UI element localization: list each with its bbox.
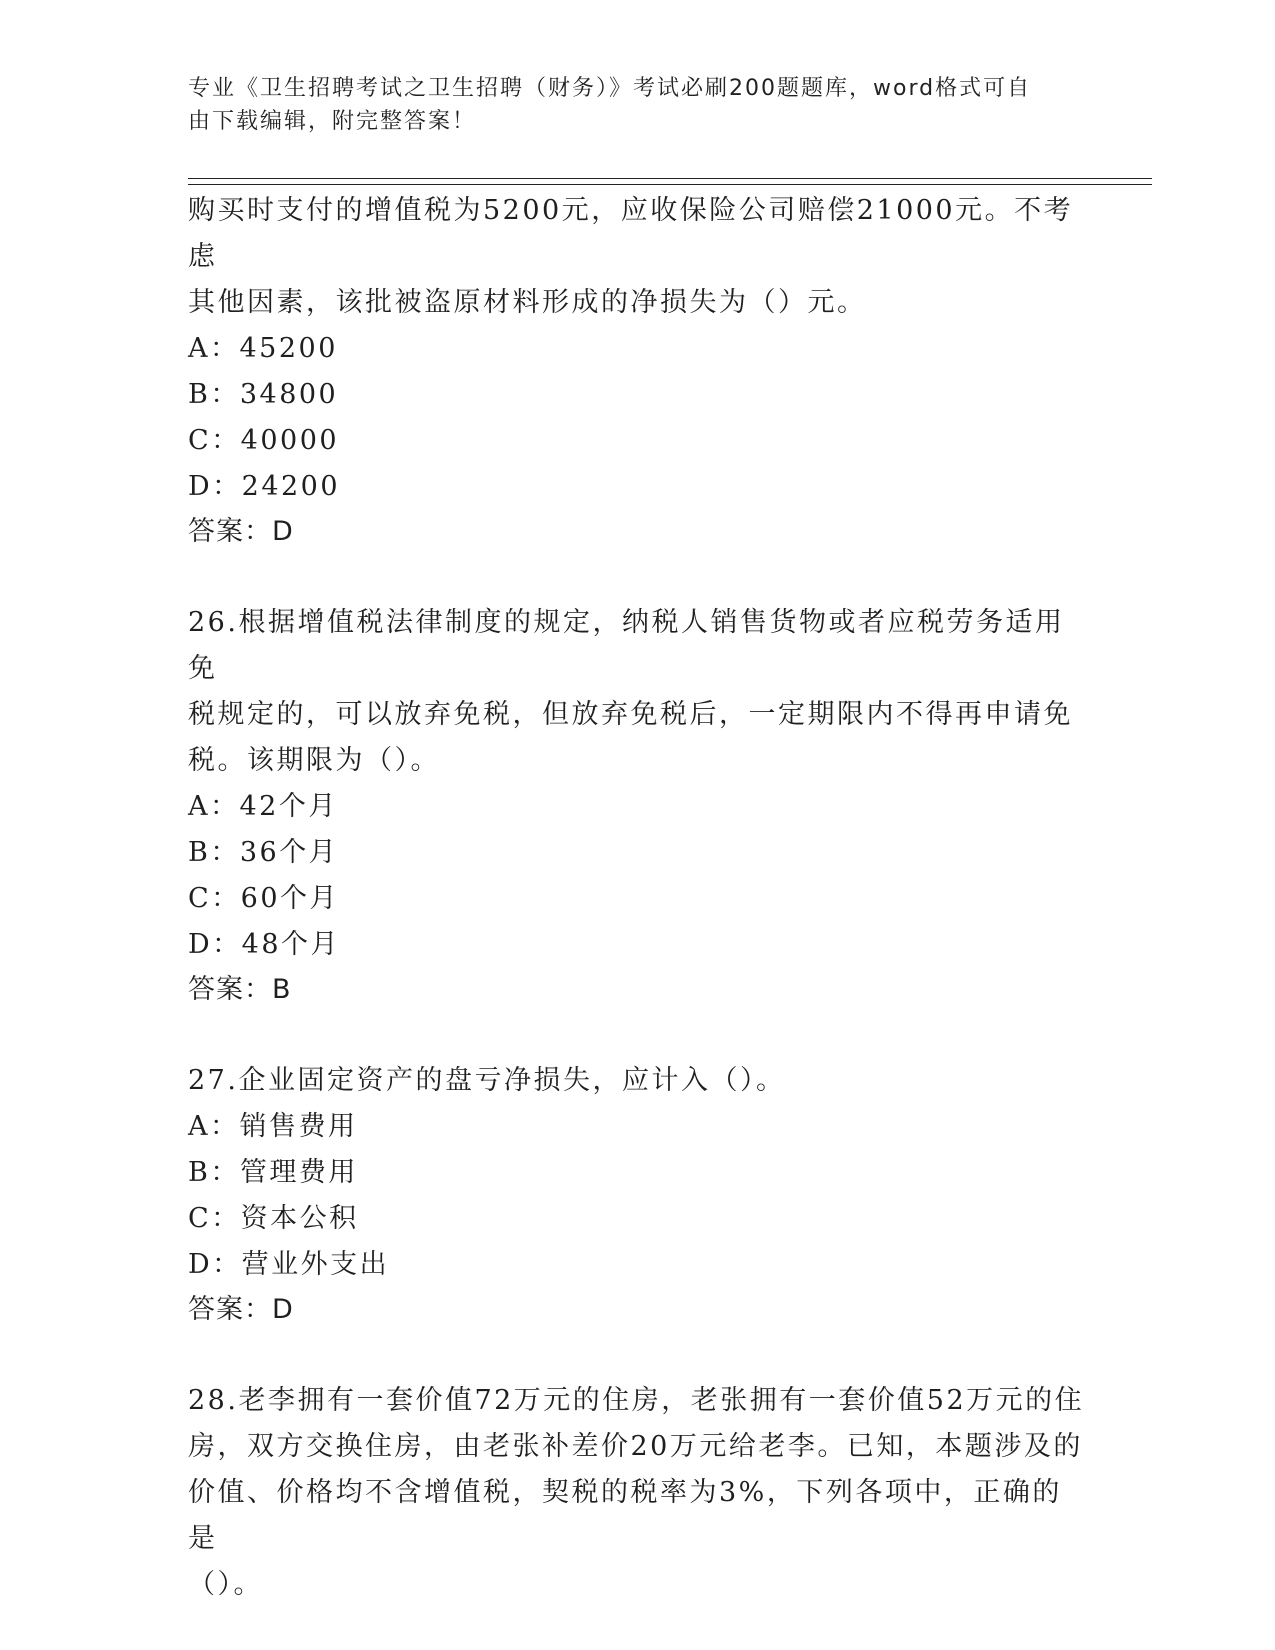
option-d: D：24200: [188, 471, 341, 502]
option-c: C：资本公积: [188, 1203, 359, 1234]
question-block: [188, 1058, 1088, 1332]
question-stem-line: 购买时支付的增值税为5200元，应收保险公司赔偿21000元。不考虑: [188, 195, 1074, 272]
answer-line: 答案：D: [188, 1294, 294, 1325]
answer-line: 答案：D: [188, 516, 294, 547]
question-stem-line: 房，双方交换住房，由老张补差价20万元给老李。已知，本题涉及的: [188, 1431, 1083, 1462]
question-stem-line: 26.根据增值税法律制度的规定，纳税人销售货物或者应税劳务适用免: [188, 607, 1065, 684]
option-b: B：34800: [188, 379, 339, 410]
answer-line: 答案：B: [188, 974, 292, 1005]
question-stem-line: 其他因素，该批被盗原材料形成的净损失为（）元。: [188, 287, 867, 318]
header-line-2: 由下载编辑，附完整答案！: [188, 109, 477, 134]
question-list: [188, 188, 1088, 1608]
option-a: A：销售费用: [188, 1111, 358, 1142]
option-a: A：45200: [188, 333, 338, 364]
document-header: [188, 72, 1088, 138]
question-block: [188, 188, 1088, 554]
header-divider-bottom: [188, 184, 1152, 185]
header-line-1: 专业《卫生招聘考试之卫生招聘（财务）》考试必刷200题题库，word格式可自: [188, 76, 1032, 101]
question-block: [188, 600, 1088, 1012]
question-block: [188, 1378, 1088, 1608]
question-stem-line: 27.企业固定资产的盘亏净损失，应计入（）。: [188, 1065, 786, 1096]
option-d: D：营业外支出: [188, 1249, 390, 1280]
option-a: A：42个月: [188, 791, 338, 822]
option-c: C：60个月: [188, 883, 340, 914]
header-divider-top: [188, 178, 1152, 179]
option-c: C：40000: [188, 425, 340, 456]
question-stem-line: 税规定的，可以放弃免税，但放弃免税后，一定期限内不得再申请免: [188, 699, 1073, 730]
question-stem-line: 价值、价格均不含增值税，契税的税率为3%，下列各项中，正确的是: [188, 1477, 1062, 1554]
option-b: B：管理费用: [188, 1157, 358, 1188]
option-d: D：48个月: [188, 929, 341, 960]
question-stem-line: 28.老李拥有一套价值72万元的住房，老张拥有一套价值52万元的住: [188, 1385, 1085, 1416]
option-b: B：36个月: [188, 837, 339, 868]
question-stem-line: （）。: [188, 1569, 263, 1600]
question-stem-line: 税。该期限为（）。: [188, 745, 440, 776]
